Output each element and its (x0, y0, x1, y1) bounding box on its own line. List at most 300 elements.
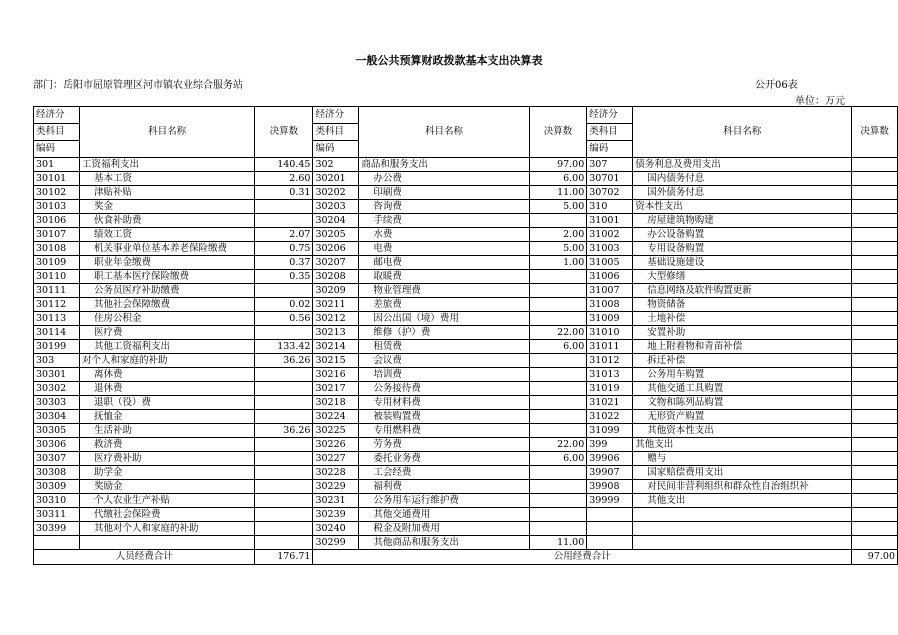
cell-amount: 36.26 (255, 424, 313, 438)
table-row (34, 508, 898, 522)
cell-code: 30114 (34, 326, 80, 340)
cell-amount: 0.75 (255, 242, 313, 256)
cell-name: 税金及附加费用 (359, 522, 529, 536)
cell-code: 30225 (313, 424, 359, 438)
cell-name: 工会经费 (359, 466, 529, 480)
cell-amount (852, 452, 898, 466)
cell-name: 资本性支出 (633, 200, 852, 214)
cell-code: 30229 (313, 480, 359, 494)
cell-amount: 36.26 (255, 354, 313, 368)
cell-code: 30106 (34, 214, 80, 228)
table-row (34, 382, 898, 396)
cell-code: 30203 (313, 200, 359, 214)
table-row (34, 214, 898, 228)
cell-name: 邮电费 (359, 256, 529, 270)
cell-name: 培训费 (359, 368, 529, 382)
col-header-amount-2: 决算数 (529, 107, 587, 158)
cell-amount (852, 382, 898, 396)
cell-amount (255, 200, 313, 214)
cell-amount: 22.00 (529, 326, 587, 340)
cell-code: 30231 (313, 494, 359, 508)
cell-amount (529, 354, 587, 368)
cell-amount (852, 354, 898, 368)
cell-code: 31003 (587, 242, 633, 256)
cell-name: 住房公积金 (79, 312, 254, 326)
cell-name: 土地补偿 (633, 312, 852, 326)
cell-name: 因公出国（境）费用 (359, 312, 529, 326)
cell-amount: 22.00 (529, 438, 587, 452)
cell-code: 30299 (313, 536, 359, 550)
cell-code: 399 (587, 438, 633, 452)
cell-name: 商品和服务支出 (359, 158, 529, 172)
cell-code (587, 522, 633, 536)
cell-amount: 0.37 (255, 256, 313, 270)
cell-name: 绩效工资 (79, 228, 254, 242)
cell-amount (852, 326, 898, 340)
public-total-value: 97.00 (852, 550, 898, 565)
cell-code: 30206 (313, 242, 359, 256)
table-row (34, 452, 898, 466)
cell-amount (529, 382, 587, 396)
expenditure-table (33, 106, 898, 565)
cell-code: 30702 (587, 186, 633, 200)
cell-amount: 2.60 (255, 172, 313, 186)
cell-code: 30107 (34, 228, 80, 242)
cell-code: 30102 (34, 186, 80, 200)
cell-name: 其他工资福利支出 (79, 340, 254, 354)
cell-amount (529, 368, 587, 382)
cell-name: 其他支出 (633, 438, 852, 452)
cell-name: 公务接待费 (359, 382, 529, 396)
cell-amount (852, 466, 898, 480)
cell-amount (255, 508, 313, 522)
cell-code (587, 536, 633, 550)
cell-code: 30303 (34, 396, 80, 410)
cell-name: 基础设施建设 (633, 256, 852, 270)
table-row (34, 186, 898, 200)
cell-code: 30215 (313, 354, 359, 368)
cell-code: 30399 (34, 522, 80, 536)
cell-amount: 0.31 (255, 186, 313, 200)
cell-name: 取暖费 (359, 270, 529, 284)
col-header-amount-3: 决算数 (852, 107, 898, 158)
cell-amount (255, 522, 313, 536)
cell-amount (852, 508, 898, 522)
cell-name: 国外债务付息 (633, 186, 852, 200)
table-row (34, 158, 898, 172)
cell-amount (529, 214, 587, 228)
cell-name: 国内债务付息 (633, 172, 852, 186)
cell-name: 退休费 (79, 382, 254, 396)
table-row (34, 522, 898, 536)
cell-amount: 6.00 (529, 340, 587, 354)
cell-amount (255, 214, 313, 228)
cell-code: 30301 (34, 368, 80, 382)
col-header-code-3: 类科目 (587, 124, 633, 141)
cell-name: 办公设备购置 (633, 228, 852, 242)
cell-name: 其他支出 (633, 494, 852, 508)
cell-amount (529, 466, 587, 480)
cell-amount (852, 214, 898, 228)
cell-code: 30302 (34, 382, 80, 396)
cell-code: 30218 (313, 396, 359, 410)
cell-amount (255, 368, 313, 382)
cell-name: 公务员医疗补助缴费 (79, 284, 254, 298)
cell-amount (852, 256, 898, 270)
cell-code: 31019 (587, 382, 633, 396)
cell-code: 30103 (34, 200, 80, 214)
col-header-code-3: 编码 (587, 141, 633, 158)
cell-name: 其他交通费用 (359, 508, 529, 522)
form-number: 公开06表 (755, 80, 798, 91)
cell-name: 信息网络及软件购置更新 (633, 284, 852, 298)
cell-name: 个人农业生产补贴 (79, 494, 254, 508)
cell-amount (852, 270, 898, 284)
cell-name: 生活补助 (79, 424, 254, 438)
cell-code: 39908 (587, 480, 633, 494)
cell-name: 离休费 (79, 368, 254, 382)
cell-code: 30204 (313, 214, 359, 228)
cell-code: 30112 (34, 298, 80, 312)
cell-amount (852, 340, 898, 354)
cell-code: 39906 (587, 452, 633, 466)
cell-name: 手续费 (359, 214, 529, 228)
cell-name: 会议费 (359, 354, 529, 368)
totals-row (34, 550, 898, 565)
cell-name: 救济费 (79, 438, 254, 452)
cell-amount (852, 228, 898, 242)
cell-code: 30308 (34, 466, 80, 480)
cell-name: 其他资本性支出 (633, 424, 852, 438)
cell-code (34, 536, 80, 550)
cell-amount (255, 452, 313, 466)
cell-name: 无形资产购置 (633, 410, 852, 424)
cell-amount: 97.00 (529, 158, 587, 172)
cell-code: 30239 (313, 508, 359, 522)
cell-code: 31011 (587, 340, 633, 354)
cell-name: 物资储备 (633, 298, 852, 312)
cell-name: 租赁费 (359, 340, 529, 354)
cell-amount (529, 424, 587, 438)
cell-amount: 6.00 (529, 172, 587, 186)
cell-code: 310 (587, 200, 633, 214)
table-row (34, 228, 898, 242)
cell-code: 307 (587, 158, 633, 172)
cell-code: 30307 (34, 452, 80, 466)
cell-amount (852, 494, 898, 508)
cell-code: 30207 (313, 256, 359, 270)
table-row (34, 172, 898, 186)
cell-amount (529, 480, 587, 494)
cell-name: 房屋建筑物购建 (633, 214, 852, 228)
cell-code: 31022 (587, 410, 633, 424)
cell-name: 公务用车购置 (633, 368, 852, 382)
cell-name: 其他社会保障缴费 (79, 298, 254, 312)
cell-code: 39907 (587, 466, 633, 480)
cell-amount (852, 312, 898, 326)
cell-name: 大型修缮 (633, 270, 852, 284)
cell-amount (255, 284, 313, 298)
cell-amount (529, 270, 587, 284)
cell-code: 30228 (313, 466, 359, 480)
cell-amount (852, 158, 898, 172)
cell-code: 31099 (587, 424, 633, 438)
cell-amount (852, 172, 898, 186)
cell-amount (255, 382, 313, 396)
cell-amount (529, 494, 587, 508)
table-row (34, 410, 898, 424)
cell-code: 30208 (313, 270, 359, 284)
cell-amount: 2.00 (529, 228, 587, 242)
cell-amount: 5.00 (529, 242, 587, 256)
cell-code: 30199 (34, 340, 80, 354)
cell-name: 专用燃料费 (359, 424, 529, 438)
cell-name: 专用材料费 (359, 396, 529, 410)
cell-amount (852, 438, 898, 452)
cell-amount (852, 480, 898, 494)
cell-amount (852, 284, 898, 298)
cell-code: 30240 (313, 522, 359, 536)
col-header-code-1: 经济分 (34, 107, 80, 124)
cell-name: 奖励金 (79, 480, 254, 494)
cell-amount (852, 298, 898, 312)
col-header-code-1: 类科目 (34, 124, 80, 141)
cell-amount: 5.00 (529, 200, 587, 214)
cell-amount (529, 508, 587, 522)
cell-amount (529, 284, 587, 298)
cell-code: 30217 (313, 382, 359, 396)
cell-code: 30211 (313, 298, 359, 312)
cell-code: 30113 (34, 312, 80, 326)
personnel-total-label: 人员经费合计 (34, 550, 255, 565)
cell-amount: 6.00 (529, 452, 587, 466)
table-row (34, 270, 898, 284)
cell-name: 工资福利支出 (79, 158, 254, 172)
cell-name: 劳务费 (359, 438, 529, 452)
table-row (34, 284, 898, 298)
cell-name: 被装购置费 (359, 410, 529, 424)
cell-code: 30212 (313, 312, 359, 326)
cell-name: 医疗费补助 (79, 452, 254, 466)
cell-code: 31013 (587, 368, 633, 382)
cell-name: 抚恤金 (79, 410, 254, 424)
cell-code: 31008 (587, 298, 633, 312)
cell-name: 机关事业单位基本养老保险缴费 (79, 242, 254, 256)
cell-code: 30216 (313, 368, 359, 382)
table-row (34, 494, 898, 508)
col-header-name-1: 科目名称 (79, 107, 254, 158)
cell-code: 30201 (313, 172, 359, 186)
cell-name: 维修（护）费 (359, 326, 529, 340)
cell-name: 对个人和家庭的补助 (79, 354, 254, 368)
cell-name: 差旅费 (359, 298, 529, 312)
cell-amount (852, 186, 898, 200)
cell-code: 31012 (587, 354, 633, 368)
cell-name: 退职（役）费 (79, 396, 254, 410)
cell-name: 咨询费 (359, 200, 529, 214)
cell-amount (255, 396, 313, 410)
cell-amount (852, 242, 898, 256)
cell-code: 30224 (313, 410, 359, 424)
cell-name: 办公费 (359, 172, 529, 186)
table-row (34, 354, 898, 368)
cell-amount (852, 200, 898, 214)
table-row (34, 424, 898, 438)
table-row (34, 256, 898, 270)
cell-amount: 0.02 (255, 298, 313, 312)
cell-amount: 11.00 (529, 536, 587, 550)
cell-name: 拆迁补偿 (633, 354, 852, 368)
cell-name: 职业年金缴费 (79, 256, 254, 270)
cell-code: 31001 (587, 214, 633, 228)
cell-amount: 11.00 (529, 186, 587, 200)
cell-code: 301 (34, 158, 80, 172)
cell-name (633, 522, 852, 536)
cell-name: 安置补助 (633, 326, 852, 340)
cell-code: 30108 (34, 242, 80, 256)
cell-name: 委托业务费 (359, 452, 529, 466)
table-row (34, 368, 898, 382)
col-header-name-3: 科目名称 (633, 107, 852, 158)
cell-code: 31007 (587, 284, 633, 298)
cell-name: 其他对个人和家庭的补助 (79, 522, 254, 536)
cell-name: 奖金 (79, 200, 254, 214)
cell-amount: 140.45 (255, 158, 313, 172)
cell-amount: 2.07 (255, 228, 313, 242)
department-label: 部门：岳阳市屈原管理区河市镇农业综合服务站 (33, 80, 243, 91)
cell-name: 基本工资 (79, 172, 254, 186)
cell-amount (852, 396, 898, 410)
cell-code: 31010 (587, 326, 633, 340)
cell-code: 39999 (587, 494, 633, 508)
cell-code: 31006 (587, 270, 633, 284)
cell-name: 伙食补助费 (79, 214, 254, 228)
table-row (34, 340, 898, 354)
cell-name: 公务用车运行维护费 (359, 494, 529, 508)
cell-name: 文物和陈列品购置 (633, 396, 852, 410)
cell-name: 地上附着物和青苗补偿 (633, 340, 852, 354)
report-title: 一般公共预算财政拨款基本支出决算表 (355, 54, 543, 67)
table-row (34, 466, 898, 480)
cell-code: 31002 (587, 228, 633, 242)
cell-name: 电费 (359, 242, 529, 256)
cell-name (633, 536, 852, 550)
cell-code: 30109 (34, 256, 80, 270)
cell-name: 其他交通工具购置 (633, 382, 852, 396)
cell-amount (529, 396, 587, 410)
table-row (34, 200, 898, 214)
cell-amount: 1.00 (529, 256, 587, 270)
cell-amount (255, 536, 313, 550)
cell-code: 302 (313, 158, 359, 172)
cell-amount (852, 410, 898, 424)
col-header-amount-1: 决算数 (255, 107, 313, 158)
col-header-code-3: 经济分 (587, 107, 633, 124)
cell-amount (255, 466, 313, 480)
cell-code: 30309 (34, 480, 80, 494)
cell-code: 30227 (313, 452, 359, 466)
cell-name: 对民间非营利组织和群众性自治组织补 (633, 480, 852, 494)
cell-code: 30214 (313, 340, 359, 354)
cell-code: 30205 (313, 228, 359, 242)
col-header-code-1: 编码 (34, 141, 80, 158)
cell-name: 水费 (359, 228, 529, 242)
cell-code: 31021 (587, 396, 633, 410)
header-row-1 (34, 107, 898, 124)
cell-code: 30306 (34, 438, 80, 452)
cell-code: 30209 (313, 284, 359, 298)
cell-amount (255, 494, 313, 508)
cell-code: 30226 (313, 438, 359, 452)
cell-name: 职工基本医疗保险缴费 (79, 270, 254, 284)
cell-code (587, 508, 633, 522)
cell-name (633, 508, 852, 522)
cell-amount (255, 410, 313, 424)
cell-name: 助学金 (79, 466, 254, 480)
cell-amount (529, 410, 587, 424)
cell-amount (852, 368, 898, 382)
cell-name: 代缴社会保险费 (79, 508, 254, 522)
cell-code: 30110 (34, 270, 80, 284)
cell-code: 31005 (587, 256, 633, 270)
cell-name: 国家赔偿费用支出 (633, 466, 852, 480)
cell-name: 医疗费 (79, 326, 254, 340)
cell-code: 30202 (313, 186, 359, 200)
cell-name: 赠与 (633, 452, 852, 466)
cell-code: 30305 (34, 424, 80, 438)
cell-amount: 0.56 (255, 312, 313, 326)
public-total-label: 公用经费合计 (313, 550, 852, 565)
table-row (34, 480, 898, 494)
col-header-code-2: 编码 (313, 141, 359, 158)
unit-label: 单位：万元 (795, 96, 845, 107)
cell-name: 印刷费 (359, 186, 529, 200)
table-row (34, 312, 898, 326)
cell-name: 津贴补贴 (79, 186, 254, 200)
cell-name: 其他商品和服务支出 (359, 536, 529, 550)
cell-code: 30701 (587, 172, 633, 186)
cell-amount: 0.35 (255, 270, 313, 284)
cell-amount (529, 522, 587, 536)
table-row (34, 536, 898, 550)
cell-code: 303 (34, 354, 80, 368)
cell-name: 债务利息及费用支出 (633, 158, 852, 172)
cell-amount: 133.42 (255, 340, 313, 354)
cell-amount (255, 480, 313, 494)
cell-amount (852, 424, 898, 438)
cell-code: 31009 (587, 312, 633, 326)
cell-amount (255, 438, 313, 452)
table-row (34, 298, 898, 312)
table-row (34, 396, 898, 410)
table-row (34, 438, 898, 452)
cell-amount (529, 312, 587, 326)
cell-code: 30311 (34, 508, 80, 522)
cell-code: 30101 (34, 172, 80, 186)
cell-code: 30310 (34, 494, 80, 508)
cell-name: 物业管理费 (359, 284, 529, 298)
cell-code: 30111 (34, 284, 80, 298)
cell-amount (255, 326, 313, 340)
col-header-name-2: 科目名称 (359, 107, 529, 158)
cell-code: 30213 (313, 326, 359, 340)
personnel-total-value: 176.71 (255, 550, 313, 565)
cell-amount (852, 536, 898, 550)
cell-name: 专用设备购置 (633, 242, 852, 256)
table-row (34, 242, 898, 256)
table-row (34, 326, 898, 340)
col-header-code-2: 经济分 (313, 107, 359, 124)
